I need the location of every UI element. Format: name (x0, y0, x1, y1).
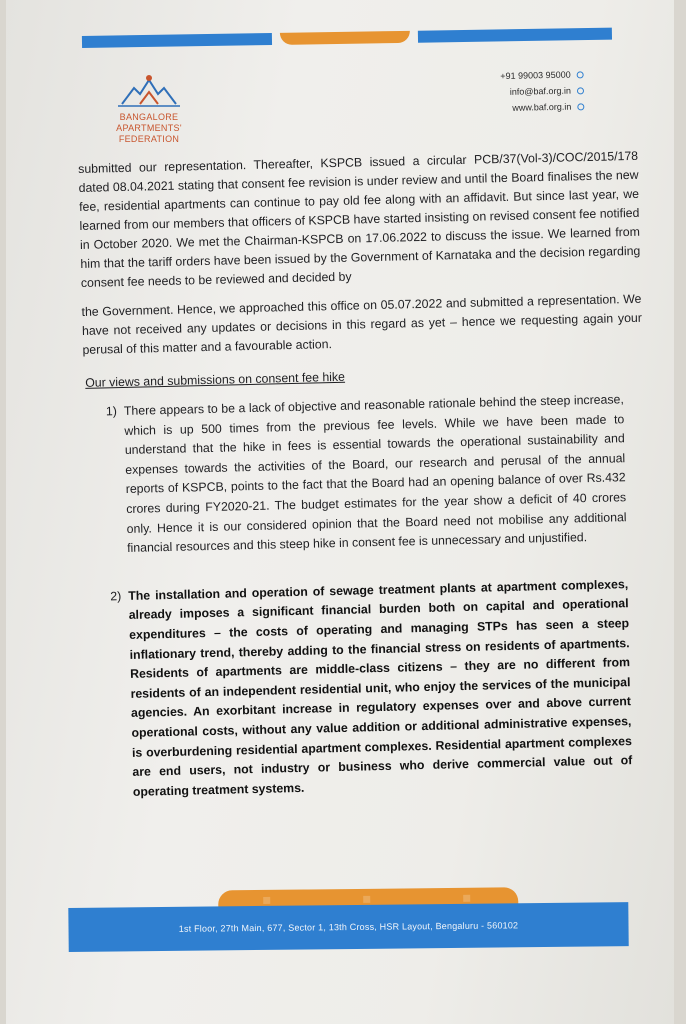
letter-page (6, 0, 674, 1024)
submission-list (84, 390, 653, 803)
org-name-line: APARTMENTS' (116, 123, 182, 133)
facebook-icon (363, 896, 373, 903)
mail-icon (463, 895, 473, 902)
list-item-text: There appears to be a lack of objective and reasonable rationale behind the steep increase, which is up 500 times from the previous fee levels. While we have been made to understand that the hike in fees is essential towards the operational sustainability and expenses towards the activities of the Board, our research and perusal of the annual reports of KSPCB, points to the fact that the Board had an opening balance of over Rs.432 crores during FY2020-21. The budget estimates for the year show a deficit of 40 crores only. Hence it is our considered opinion that the Board need not mobilise any additional financial resources and this steep hike in consent fee is unnecessary and unjustified. (123, 392, 627, 556)
email-text: info@baf.org.in (509, 85, 572, 97)
logo-buildings-icon (104, 70, 194, 114)
phone-text: +91 99003 95000 (500, 69, 571, 82)
org-name (104, 112, 194, 145)
letterhead-top-bar (82, 28, 612, 50)
org-name-line: BANGALORE (119, 112, 179, 122)
org-name-line: FEDERATION (118, 134, 180, 144)
footer-address-bar (68, 902, 628, 952)
body-paragraph: submitted our representation. Thereafter, KSPCB issued a circular PCB/37(Vol-3)/COC/2015/178 dated 08.04.2021 stating that consent fee revision is under review and until the Board finalises the new fee, residential apartments can continue to pay old fee along with an affidavit. But since last year, we learned from our members that officers of KSPCB have started insisting on revised consent fee notified in October 2020. We met the Chairman-KSPCB on 17.06.2022 to discuss the issue. We learned from him that the tariff orders have been issued by the Government of Karnataka and the decision regarding consent fee needs to be reviewed and decided by (78, 148, 641, 290)
list-item (110, 574, 653, 802)
list-item-text: The installation and operation of sewage treatment plants at apartment complexes, already imposes a significant financial burden both on capital and operational expenditures – the costs of operating and managing STPs has seen a steep inflationary trend, thereby adding to the financial stress on residents of apartments. Residents of apartments are middle-class citizens – they are no different from residents of an independent residential unit, who enjoy the services of the municipal agencies. An exorbitant increase in regulatory expenses over and above current operational costs, without any value addition or additional administrative expenses, is overburdening residential apartment complexes. Residential apartment complexes are end users, not industry or business who derive commercial value out of operating treatment systems. (128, 576, 633, 799)
list-item-number: 2) (110, 588, 122, 604)
website-row (424, 98, 584, 117)
contact-block (424, 66, 585, 117)
list-item (106, 390, 648, 559)
section-heading: Our views and submissions on consent fee hike (85, 369, 346, 390)
twitter-icon (263, 897, 273, 904)
top-bar-blue-left (82, 33, 272, 48)
body-paragraph: the Government. Hence, we approached this office on 05.07.2022 and submitted a representation. We have not received any updates or decisions in this regard as yet – hence we requesting again your perusal of this matter and a favourable action. (81, 291, 643, 357)
email-icon (577, 87, 584, 94)
footer-address: 1st Floor, 27th Main, 677, Sector 1, 13th Cross, HSR Layout, Bengaluru - 560102 (178, 920, 519, 934)
top-bar-orange-center (280, 31, 410, 45)
website-text: www.baf.org.in (512, 101, 572, 113)
globe-icon (577, 103, 584, 110)
list-item-number: 1) (105, 404, 118, 419)
top-bar-blue-right (418, 28, 612, 43)
phone-icon (577, 71, 584, 78)
letter-body (78, 147, 653, 803)
letterhead-footer (68, 874, 629, 960)
